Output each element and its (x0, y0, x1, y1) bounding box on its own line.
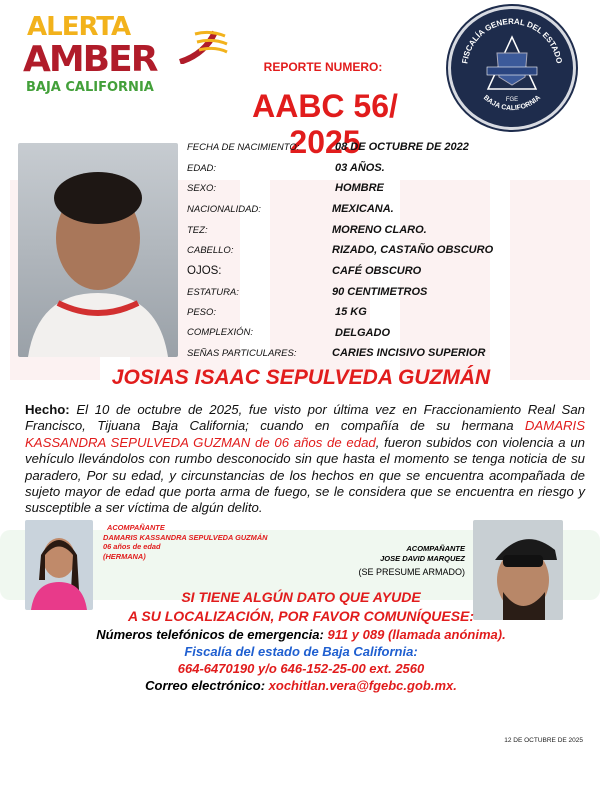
signal-waves-icon (175, 24, 230, 64)
sister-mention: DAMARIS KASSANDRA SEPULVEDA GUZMAN de 06 años de edad (25, 418, 585, 450)
email-link[interactable]: xochitlan.vera@fgebc.gob.mx. (265, 678, 457, 693)
field-label: OJOS: (187, 265, 222, 277)
missing-child-photo (18, 143, 178, 357)
sister-role: ACOMPAÑANTE (107, 523, 165, 532)
sister-name: DAMARIS KASSANDRA SEPULVEDA GUZMÁN (103, 532, 268, 542)
field-value: 08 DE OCTUBRE DE 2022 (335, 141, 469, 153)
field-value: RIZADO, CASTAÑO OBSCURO (332, 244, 494, 256)
sister-info (103, 523, 268, 561)
companion-name: JOSE DAVID MARQUEZ (380, 554, 465, 563)
field-label: CABELLO: (187, 245, 234, 256)
sister-age: 06 años de edad (103, 542, 161, 551)
seal-text-top: FISCALÍA GENERAL DEL ESTADO (460, 16, 564, 65)
logo-line1: ALERTA (27, 12, 131, 42)
companion-note: (SE PRESUME ARMADO) (358, 567, 465, 577)
hecho-label: Hecho: (25, 402, 70, 417)
field-label: SEÑAS PARTICULARES: (187, 348, 297, 359)
phones-label: Números telefónicos de emergencia: (96, 627, 324, 642)
seal-badge: FGE (505, 97, 519, 103)
field-label: EDAD: (187, 163, 217, 174)
field-value: MEXICANA. (332, 203, 394, 215)
hecho-text-cont: , fueron subidos con violencia a un vehículo llevándolos con rumbo desconocido sin que hasta el momento se tenga noticia de su paradero, Por su edad, y circunstancias de los hechos en que se encuentra acompañada de sujeto mayor de edad que porta arma de fuego, se le considera que se encuentra en riesgo y susceptible a ser víctima de algún delito. (25, 434, 585, 516)
footer-date: 12 DE OCTUBRE DE 2025 (504, 737, 583, 744)
field-label: NACIONALIDAD: (187, 204, 261, 215)
field-label: PESO: (187, 307, 217, 318)
email-label: Correo electrónico: (145, 678, 266, 693)
field-value: 90 CENTIMETROS (332, 286, 428, 298)
companion-info (300, 544, 465, 578)
field-value: 03 AÑOS. (335, 162, 385, 174)
report-label: REPORTE NUMERO: (263, 60, 383, 74)
office-phones[interactable]: 664-6470190 y/o 646-152-25-00 ext. 2560 (177, 661, 425, 676)
sister-relation: (HERMANA) (103, 551, 146, 561)
logo-line2: AMBER (23, 39, 157, 80)
missing-person-name: JOSIAS ISAAC SEPULVEDA GUZMÁN (111, 366, 491, 389)
field-value: MORENO CLARO. (332, 224, 427, 236)
logo-line3: BAJA CALIFORNIA (26, 80, 154, 95)
field-value: DELGADO (335, 327, 390, 339)
field-label: ESTATURA: (187, 287, 239, 298)
phones-value: 911 y 089 (llamada anónima). (323, 627, 506, 642)
field-value: HOMBRE (335, 182, 384, 194)
field-label: SEXO: (187, 183, 217, 194)
emergency-phones (0, 627, 602, 643)
email-line (0, 678, 602, 694)
field-label: TEZ: (187, 225, 208, 236)
fiscalia-seal (448, 6, 576, 130)
field-value: CAFÉ OBSCURO (332, 265, 422, 277)
office-name: Fiscalía del estado de Baja California: (184, 644, 418, 659)
seal-text-bottom: BAJA CALIFORNIA (481, 94, 543, 113)
field-value: CARIES INCISIVO SUPERIOR (332, 347, 486, 359)
report-number: AABC 56/ 2025 (252, 88, 398, 160)
companion-role: ACOMPAÑANTE (406, 544, 465, 553)
field-label: FECHA DE NACIMIENTO: (187, 142, 300, 153)
hecho-text: El 10 de octubre de 2025, fue visto por última vez en Fraccionamiento Real San Francisco, Tijuana Baja California; cuando en compañía de su hermana (25, 402, 585, 434)
cta-line1: SI TIENE ALGÚN DATO QUE AYUDE (181, 589, 421, 605)
cta-line2: A SU LOCALIZACIÓN, POR FAVOR COMUNÍQUESE: (127, 608, 475, 624)
field-value: 15 KG (335, 306, 367, 318)
incident-description (25, 402, 585, 517)
field-label: COMPLEXIÓN: (187, 327, 253, 338)
